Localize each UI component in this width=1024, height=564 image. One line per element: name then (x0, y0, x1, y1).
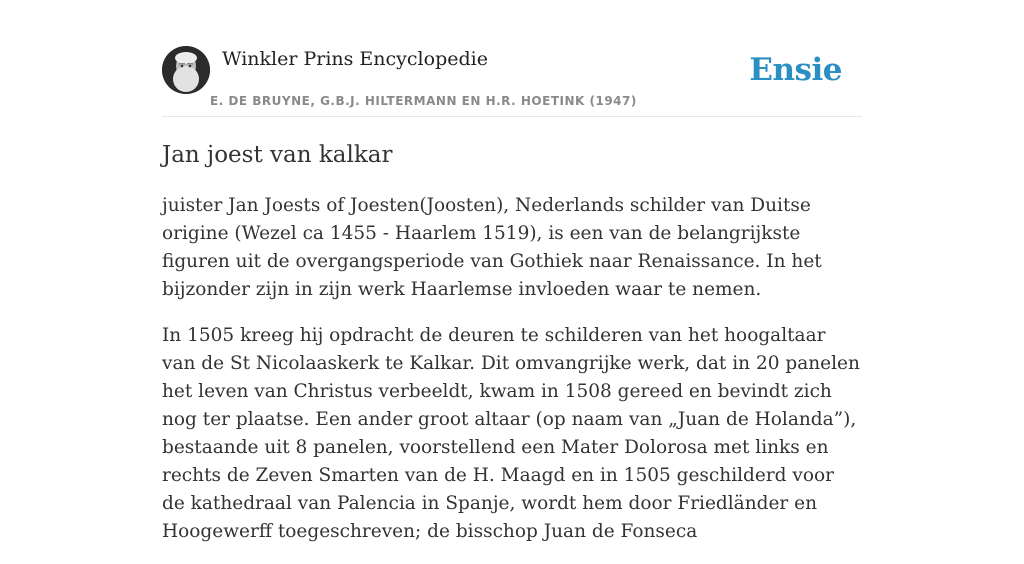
article-paragraph: In 1505 kreeg hij opdracht de deuren te schilderen van het hoogaltaar van de St Nicolaaskerk te Kalkar. Dit omvangrijke werk, dat in 20 panelen het leven van Christus verbeeldt, kwam in 1508 gereed en bevindt zich nog ter plaatse. Een ander groot altaar (op naam van „Juan de Holanda”), bestaande uit 8 panelen, voorstellend een Mater Dolorosa met links en rechts de Zeven Smarten van de H. Maagd en in 1505 geschilderd voor de kathedraal van Palencia in Spanje, wordt hem door Friedländer en Hoogewerff toegeschreven; de bisschop Juan de Fonseca (162, 325, 860, 542)
authors-line: E. DE BRUYNE, G.B.J. HILTERMANN EN H.R. HOETINK (1947) (210, 94, 637, 108)
bearded-man-portrait-icon (162, 46, 210, 94)
ensie-logo[interactable]: Ensie (749, 52, 842, 88)
site-header (162, 46, 862, 117)
page-title: Jan joest van kalkar (162, 142, 393, 168)
author-avatar[interactable] (162, 46, 210, 94)
article-body (162, 192, 862, 564)
article-paragraph: juister Jan Joests of Joesten(Joosten), Nederlands schilder van Duitse origine (Wezel ca 1455 - Haarlem 1519), is een van de belangrijkste figuren uit de overgangsperiode van Gothiek naar Renaissance. In het bijzonder zijn in zijn werk Haarlemse invloeden waar te nemen. (162, 195, 822, 300)
site-title[interactable]: Winkler Prins Encyclopedie (222, 48, 488, 70)
